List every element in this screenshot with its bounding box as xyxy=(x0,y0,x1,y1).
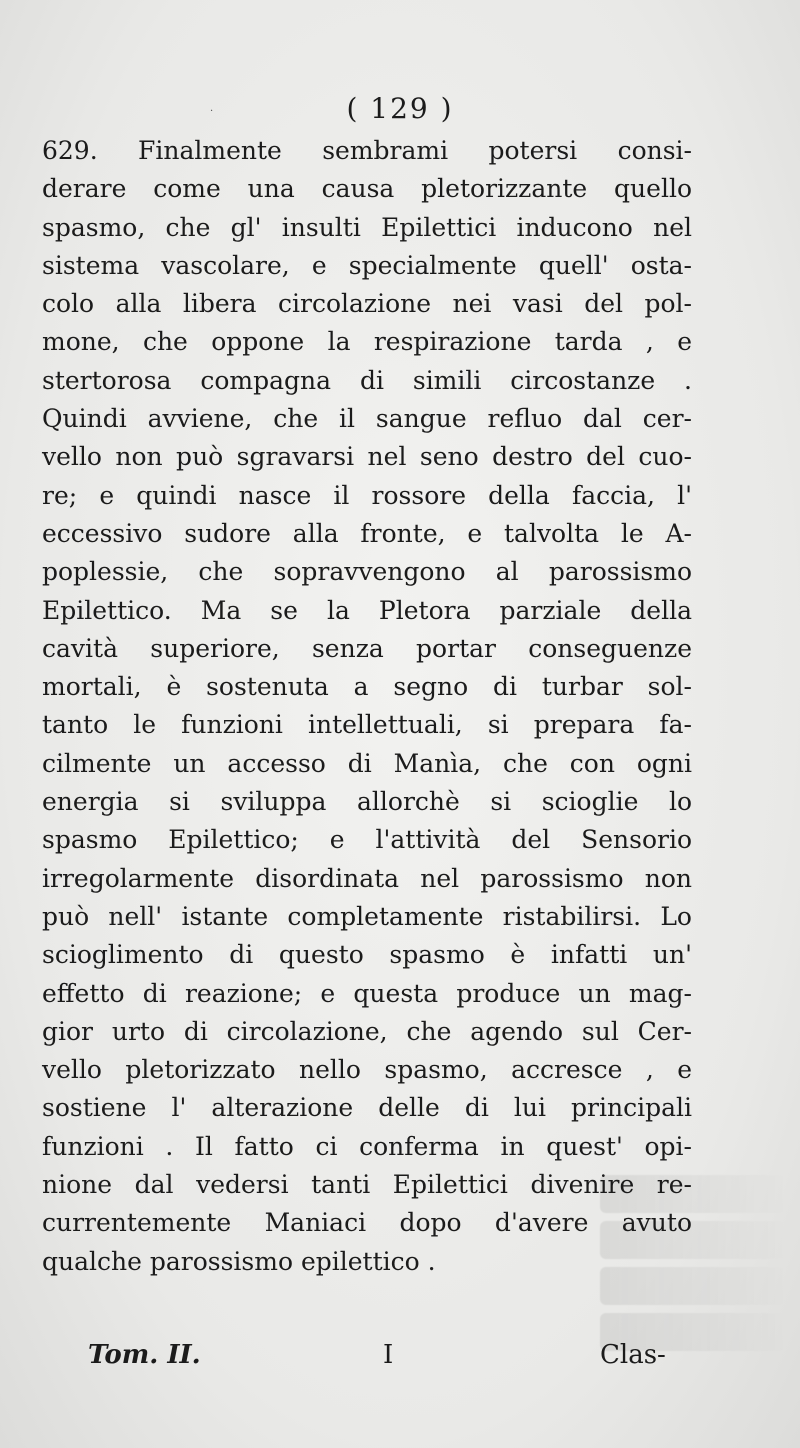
text-line: Quindi avviene, che il sangue refluo dal cer- xyxy=(42,404,692,434)
text-line: irregolarmente disordinata nel parossismo non xyxy=(42,863,692,893)
page-header xyxy=(0,92,800,125)
text-line: funzioni . Il fatto ci conferma in quest' opi- xyxy=(42,1131,692,1161)
text-line: gior urto di circolazione, che agendo sul Cer- xyxy=(42,1016,692,1046)
text-line: effetto di reazione; e questa produce un mag- xyxy=(42,978,692,1008)
text-line: sostiene l' alterazione delle di lui principali xyxy=(42,1093,692,1123)
text-line: colo alla libera circolazione nei vasi del pol- xyxy=(42,289,692,319)
text-line: re; e quindi nasce il rossore della faccia, l' xyxy=(42,480,692,510)
text-line: eccessivo sudore alla fronte, e talvolta le A- xyxy=(42,518,692,548)
text-line: mone, che oppone la respirazione tarda , e xyxy=(42,327,692,357)
text-line: spasmo Epilettico; e l'attività del Sensorio xyxy=(42,825,692,855)
body-text xyxy=(42,132,692,1281)
page-footer xyxy=(0,1340,800,1380)
text-line: mortali, è sostenuta a segno di turbar sol- xyxy=(42,672,692,702)
text-line: poplessie, che sopravvengono al parossismo xyxy=(42,557,692,587)
gathering-signature: I xyxy=(383,1340,394,1370)
volume-signature: Tom. II. xyxy=(88,1340,201,1370)
text-line: energia si sviluppa allorchè si scioglie lo xyxy=(42,787,692,817)
text-line: scioglimento di questo spasmo è infatti un' xyxy=(42,940,692,970)
ink-speck: · xyxy=(210,106,216,117)
text-line: tanto le funzioni intellettuali, si prepara fa- xyxy=(42,710,692,740)
text-line: derare come una causa pletorizzante quello xyxy=(42,174,692,204)
text-line: currentemente Maniaci dopo d'avere avuto xyxy=(42,1208,692,1238)
text-line: cavità superiore, senza portar conseguenze xyxy=(42,633,692,663)
text-line: Epilettico. Ma se la Pletora parziale della xyxy=(42,595,692,625)
text-line: può nell' istante completamente ristabilirsi. Lo xyxy=(42,901,692,931)
text-line: sistema vascolare, e specialmente quell' osta- xyxy=(42,250,692,280)
text-line: spasmo, che gl' insulti Epilettici inducono nel xyxy=(42,212,692,242)
text-line: nione dal vedersi tanti Epilettici divenire re- xyxy=(42,1170,692,1200)
text-line: cilmente un accesso di Manìa, che con ogni xyxy=(42,748,692,778)
catchword: Clas- xyxy=(600,1340,666,1370)
text-line: vello non può sgravarsi nel seno destro del cuo- xyxy=(42,442,692,472)
text-line: 629. Finalmente sembrami potersi consi- xyxy=(42,136,692,165)
text-line: vello pletorizzato nello spasmo, accresce , e xyxy=(42,1055,692,1085)
text-line: qualche parossismo epilettico . xyxy=(42,1246,436,1276)
text-line: stertorosa compagna di simili circostanze . xyxy=(42,365,692,395)
page-number: ( 129 ) xyxy=(346,92,454,125)
